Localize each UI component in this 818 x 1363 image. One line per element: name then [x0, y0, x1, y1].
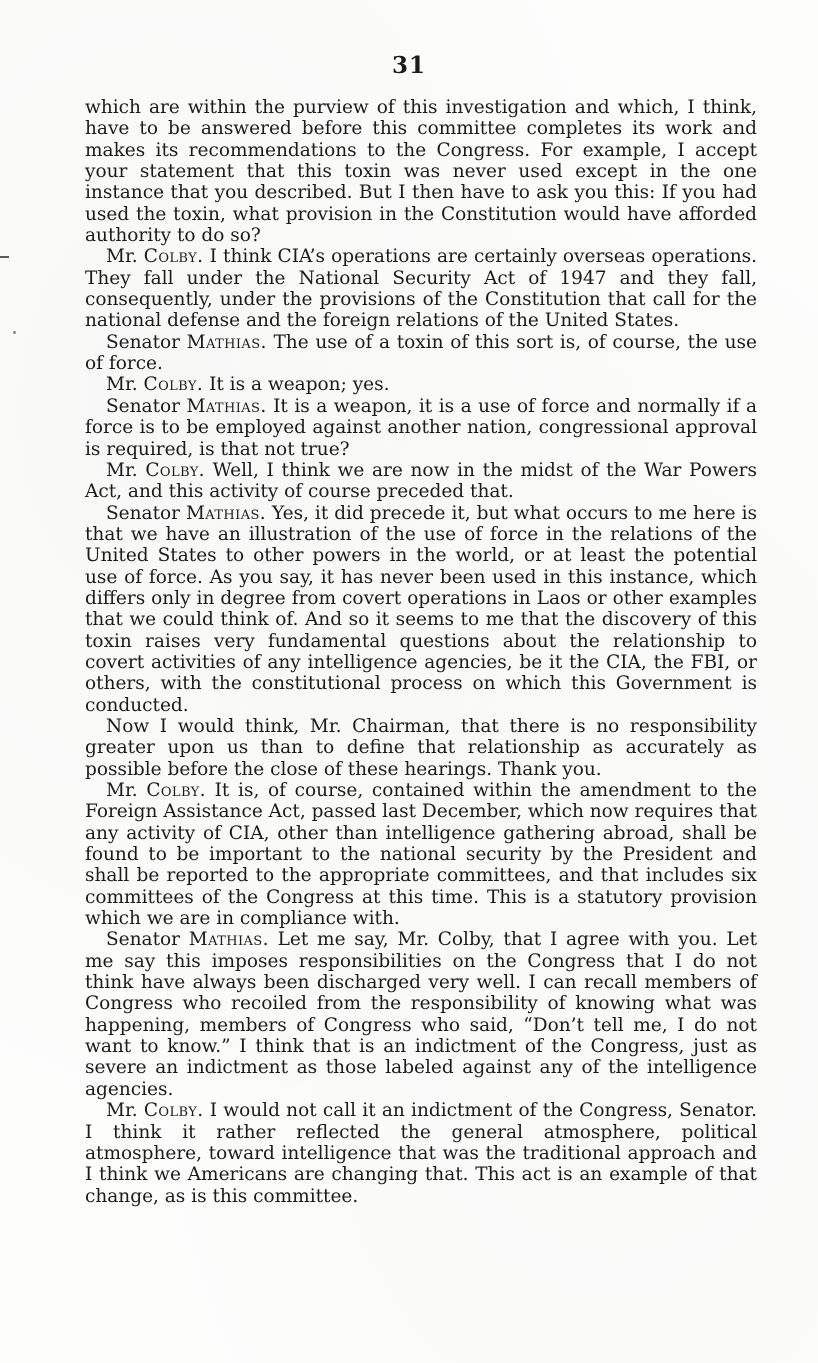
speaker-label	[106, 246, 203, 267]
speaker-prefix: Senator	[106, 395, 180, 417]
speaker-name: Mathias.	[185, 502, 267, 524]
speaker-label	[106, 503, 266, 524]
paragraph	[85, 246, 757, 331]
speaker-name: Colby.	[145, 459, 205, 481]
speaker-name: Colby.	[143, 1100, 204, 1122]
paragraph-text: Well, I think we are now in the midst of the War Powers Act, and this activity of course preceded that.	[85, 459, 757, 503]
page-number: 31	[391, 52, 426, 79]
paragraph-text: Yes, it did precede it, but what occurs to me here is that we have an illustration of the use of force in the relations of the United States to other powers in the world, or at least the potential use of force. As you say, it has never been used in this instance, which differs only in degree from covert operations in Laos or other examples that we could think of. And so it seems to me that the discovery of this toxin raises very fundamental questions about the relationship to covert activities of any intelligence agencies, be it the CIA, the FBI, or others, with the constitutional process on which this Government is conducted.	[85, 502, 757, 716]
speaker-prefix: Senator	[106, 331, 180, 353]
speaker-prefix: Mr.	[106, 1100, 138, 1122]
speaker-name: Mathias.	[186, 331, 267, 353]
scan-artifact-dot	[13, 331, 16, 334]
paragraph-text: I think CIA’s operations are certainly overseas operations. They fall under the National Security Act of 1947 and they fall, consequently, under the provisions of the Constitution that call for the national defense and the foreign relations of the United States.	[85, 246, 757, 332]
paragraph-text: It is a weapon, it is a use of force and normally if a force is to be employed against another nation, congressional approval is required, is that not true?	[85, 395, 757, 460]
paragraph	[85, 396, 757, 460]
paragraph-text: Now I would think, Mr. Chairman, that there is no responsibility greater upon us than to define that relationship as accurately as possible before the close of these hearings. Thank you.	[85, 715, 757, 780]
paragraph-text: It is a weapon; yes.	[209, 374, 390, 396]
speaker-prefix: Mr.	[106, 246, 138, 268]
paragraph	[85, 503, 757, 716]
speaker-prefix: Mr.	[106, 374, 138, 396]
speaker-label	[106, 460, 205, 481]
paragraph	[85, 460, 757, 503]
speaker-label	[106, 1100, 204, 1121]
paragraph	[85, 374, 757, 395]
speaker-label	[106, 332, 267, 353]
paragraph-text: Let me say, Mr. Colby, that I agree with you. Let me say this imposes responsibilities on the Congress that I do not think have always been discharged very well. I can recall members of Congress who recoiled from the responsibility of knowing what was happening, members of Congress who said, “Don’t tell me, I do not want to know.” I think that is an indictment of the Congress, just as severe an indictment as those labeled against any of the intelligence agencies.	[85, 929, 758, 1100]
paragraph	[85, 97, 757, 246]
speaker-name: Colby.	[146, 780, 206, 801]
paragraph	[85, 1100, 757, 1207]
speaker-prefix: Mr.	[106, 780, 138, 801]
paragraph-text: The use of a toxin of this sort is, of course, the use of force.	[85, 331, 757, 375]
paragraph	[85, 716, 757, 780]
paragraph	[85, 332, 757, 375]
document-text	[85, 97, 757, 1207]
speaker-label	[106, 374, 203, 395]
speaker-name: Mathias.	[188, 929, 269, 951]
speaker-label	[106, 396, 267, 417]
speaker-prefix: Senator	[106, 929, 180, 951]
speaker-name: Mathias.	[186, 395, 267, 417]
paragraph	[85, 780, 757, 929]
speaker-label	[106, 929, 269, 950]
speaker-label	[106, 780, 206, 801]
paragraph	[85, 929, 757, 1100]
paragraph-text: I would not call it an indictment of the Congress, Senator. I think it rather reflected the general atmosphere, political atmosphere, toward intelligence that was the traditional approach and I think we Americans are changing that. This act is an example of that change, as is this committee.	[85, 1100, 757, 1207]
paragraph-text: It is, of course, contained within the amendment to the Foreign Assistance Act, passed last December, which now requires that any activity of CIA, other than intelligence gathering abroad, shall be found to be important to the national security by the President and shall be reported to the appropriate committees, and that includes six committees of the Congress at this time. This is a statutory provision which we are in compliance with.	[85, 780, 757, 930]
scan-artifact-dash	[0, 256, 9, 258]
speaker-prefix: Mr.	[106, 459, 138, 481]
speaker-name: Colby.	[143, 246, 204, 268]
speaker-prefix: Senator	[106, 502, 180, 524]
speaker-name: Colby.	[143, 374, 204, 396]
paragraph-text: which are within the purview of this investigation and which, I think, have to be answered before this committee completes its work and makes its recommendations to the Congress. For example, I accept your statement that this toxin was never used except in the one instance that you described. But I then have to ask you this: If you had used the toxin, what provision in the Constitution would have afforded authority to do so?	[85, 97, 757, 247]
